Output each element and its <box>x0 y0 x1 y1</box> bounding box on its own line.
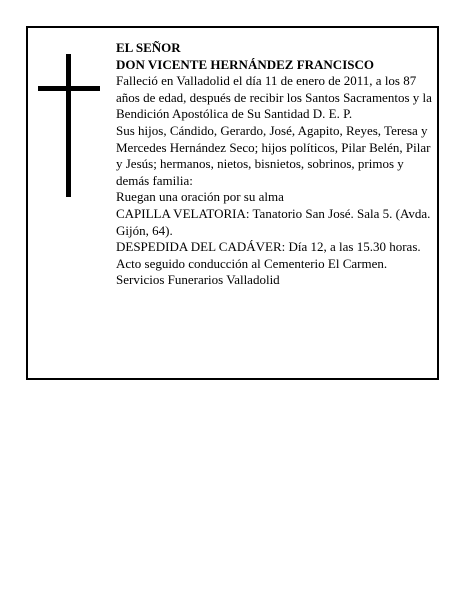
funeral-services-provider: Servicios Funerarios Valladolid <box>116 272 280 288</box>
title-honorific: EL SEÑOR <box>116 40 181 55</box>
prayer-request: Ruegan una oración por su alma <box>116 189 284 205</box>
cross-horizontal-bar <box>38 86 100 91</box>
deceased-name: DON VICENTE HERNÁNDEZ FRANCISCO <box>116 56 374 72</box>
obituary-notice <box>26 26 439 380</box>
latin-cross-icon <box>38 54 102 198</box>
notice-text <box>116 40 434 289</box>
death-announcement: Falleció en Valladolid el día 11 de enero de 2011, a los 87 años de edad, después de recibir los Santos Sacramentos y la Bendición Apostólica de Su Santidad D. E. P. <box>116 73 432 122</box>
cross-vertical-bar <box>66 54 71 197</box>
funeral-info: DESPEDIDA DEL CADÁVER: Día 12, a las 15.30 horas. Acto seguido conducción al Cementerio El Carmen. <box>116 239 421 271</box>
family-list: Sus hijos, Cándido, Gerardo, José, Agapito, Reyes, Teresa y Mercedes Hernández Seco; hijos políticos, Pilar Belén, Pilar y Jesús; hermanos, nietos, bisnietos, sobrinos, primos y demás familia: <box>116 122 431 188</box>
chapel-info: CAPILLA VELATORIA: Tanatorio San José. Sala 5. (Avda. Gijón, 64). <box>116 205 431 238</box>
